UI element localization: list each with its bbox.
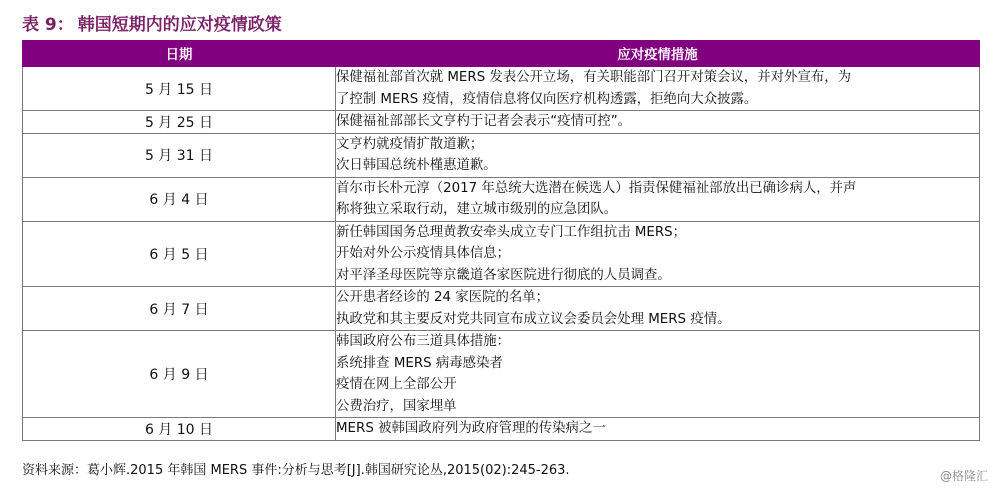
table-row [23,418,980,441]
measure-line: 次日韩国总统朴槿惠道歉。 [336,158,497,173]
measure-line: 系统排查 MERS 病毒感染者 [336,355,503,371]
measure-line: 称将独立采取行动，建立城市级别的应急团队。 [336,202,618,217]
row-date: 6 月 9 日 [23,331,336,418]
row-measures [336,177,980,221]
watermark: @格隆汇 [939,469,988,483]
row-date: 5 月 25 日 [23,111,336,134]
measure-line: 开始对外公示疫情具体信息； [336,246,511,261]
row-date: 6 月 5 日 [23,221,336,287]
measure-line: 新任韩国国务总理黄教安牵头成立专门工作组抗击 MERS； [336,224,687,240]
table-row [23,221,980,287]
row-measures [336,111,980,134]
measure-line: 对平泽圣母医院等京畿道各家医院进行彻底的人员调查。 [336,267,671,283]
row-date: 6 月 4 日 [23,177,336,221]
table-row [23,331,980,418]
table-row [23,111,980,134]
measure-line: 了控制 MERS 疫情，疫情信息将仅向医疗机构透露，拒绝向大众披露。 [336,91,758,107]
row-measures [336,221,980,287]
table-row [23,177,980,221]
measure-line: 疫情在网上全部公开 [336,377,457,392]
measure-line: 保健福祉部首次就 MERS 发表公开立场，有关职能部门召开对策会议，并对外宣布，为 [336,70,852,85]
source-note: 资料来源：葛小辉.2015 年韩国 MERS 事件:分析与思考[J].韩国研究论丛,2015(02):245-263. [22,463,570,478]
measure-line: 公开患者经诊的 24 家医院的名单； [336,290,550,305]
table-title [22,10,282,36]
measure-line: 韩国政府公布三道具体措施： [336,334,511,349]
row-measures [336,331,980,418]
table-row [23,133,980,177]
measure-line: 保健福祉部部长文亨杓于记者会表示“疫情可控”。 [336,114,632,129]
measure-line: 文亨杓就疫情扩散道歉； [336,136,484,152]
row-measures [336,67,980,111]
measure-line: 执政党和其主要反对党共同宣布成立议会委员会处理 MERS 疫情。 [336,311,731,327]
header-date: 日期 [23,41,336,67]
policy-table [22,40,980,441]
measure-line: MERS 被韩国政府列为政府管理的传染病之一 [336,421,606,436]
header-measures: 应对疫情措施 [336,41,980,67]
row-measures [336,287,980,331]
table-number: 表 9： [22,15,74,35]
row-date: 5 月 15 日 [23,67,336,111]
measure-line: 公费治疗，国家埋单 [336,398,457,414]
row-date: 5 月 31 日 [23,133,336,177]
header-row [23,41,980,67]
table-row [23,287,980,331]
row-date: 6 月 10 日 [23,418,336,441]
row-measures [336,418,980,441]
row-date: 6 月 7 日 [23,287,336,331]
row-measures [336,133,980,177]
measure-line: 首尔市长朴元淳（2017 年总统大选潜在候选人）指责保健福祉部放出已确诊病人，并声 [336,180,857,196]
table-title-text: 韩国短期内的应对疫情政策 [77,15,282,35]
table-row [23,67,980,111]
